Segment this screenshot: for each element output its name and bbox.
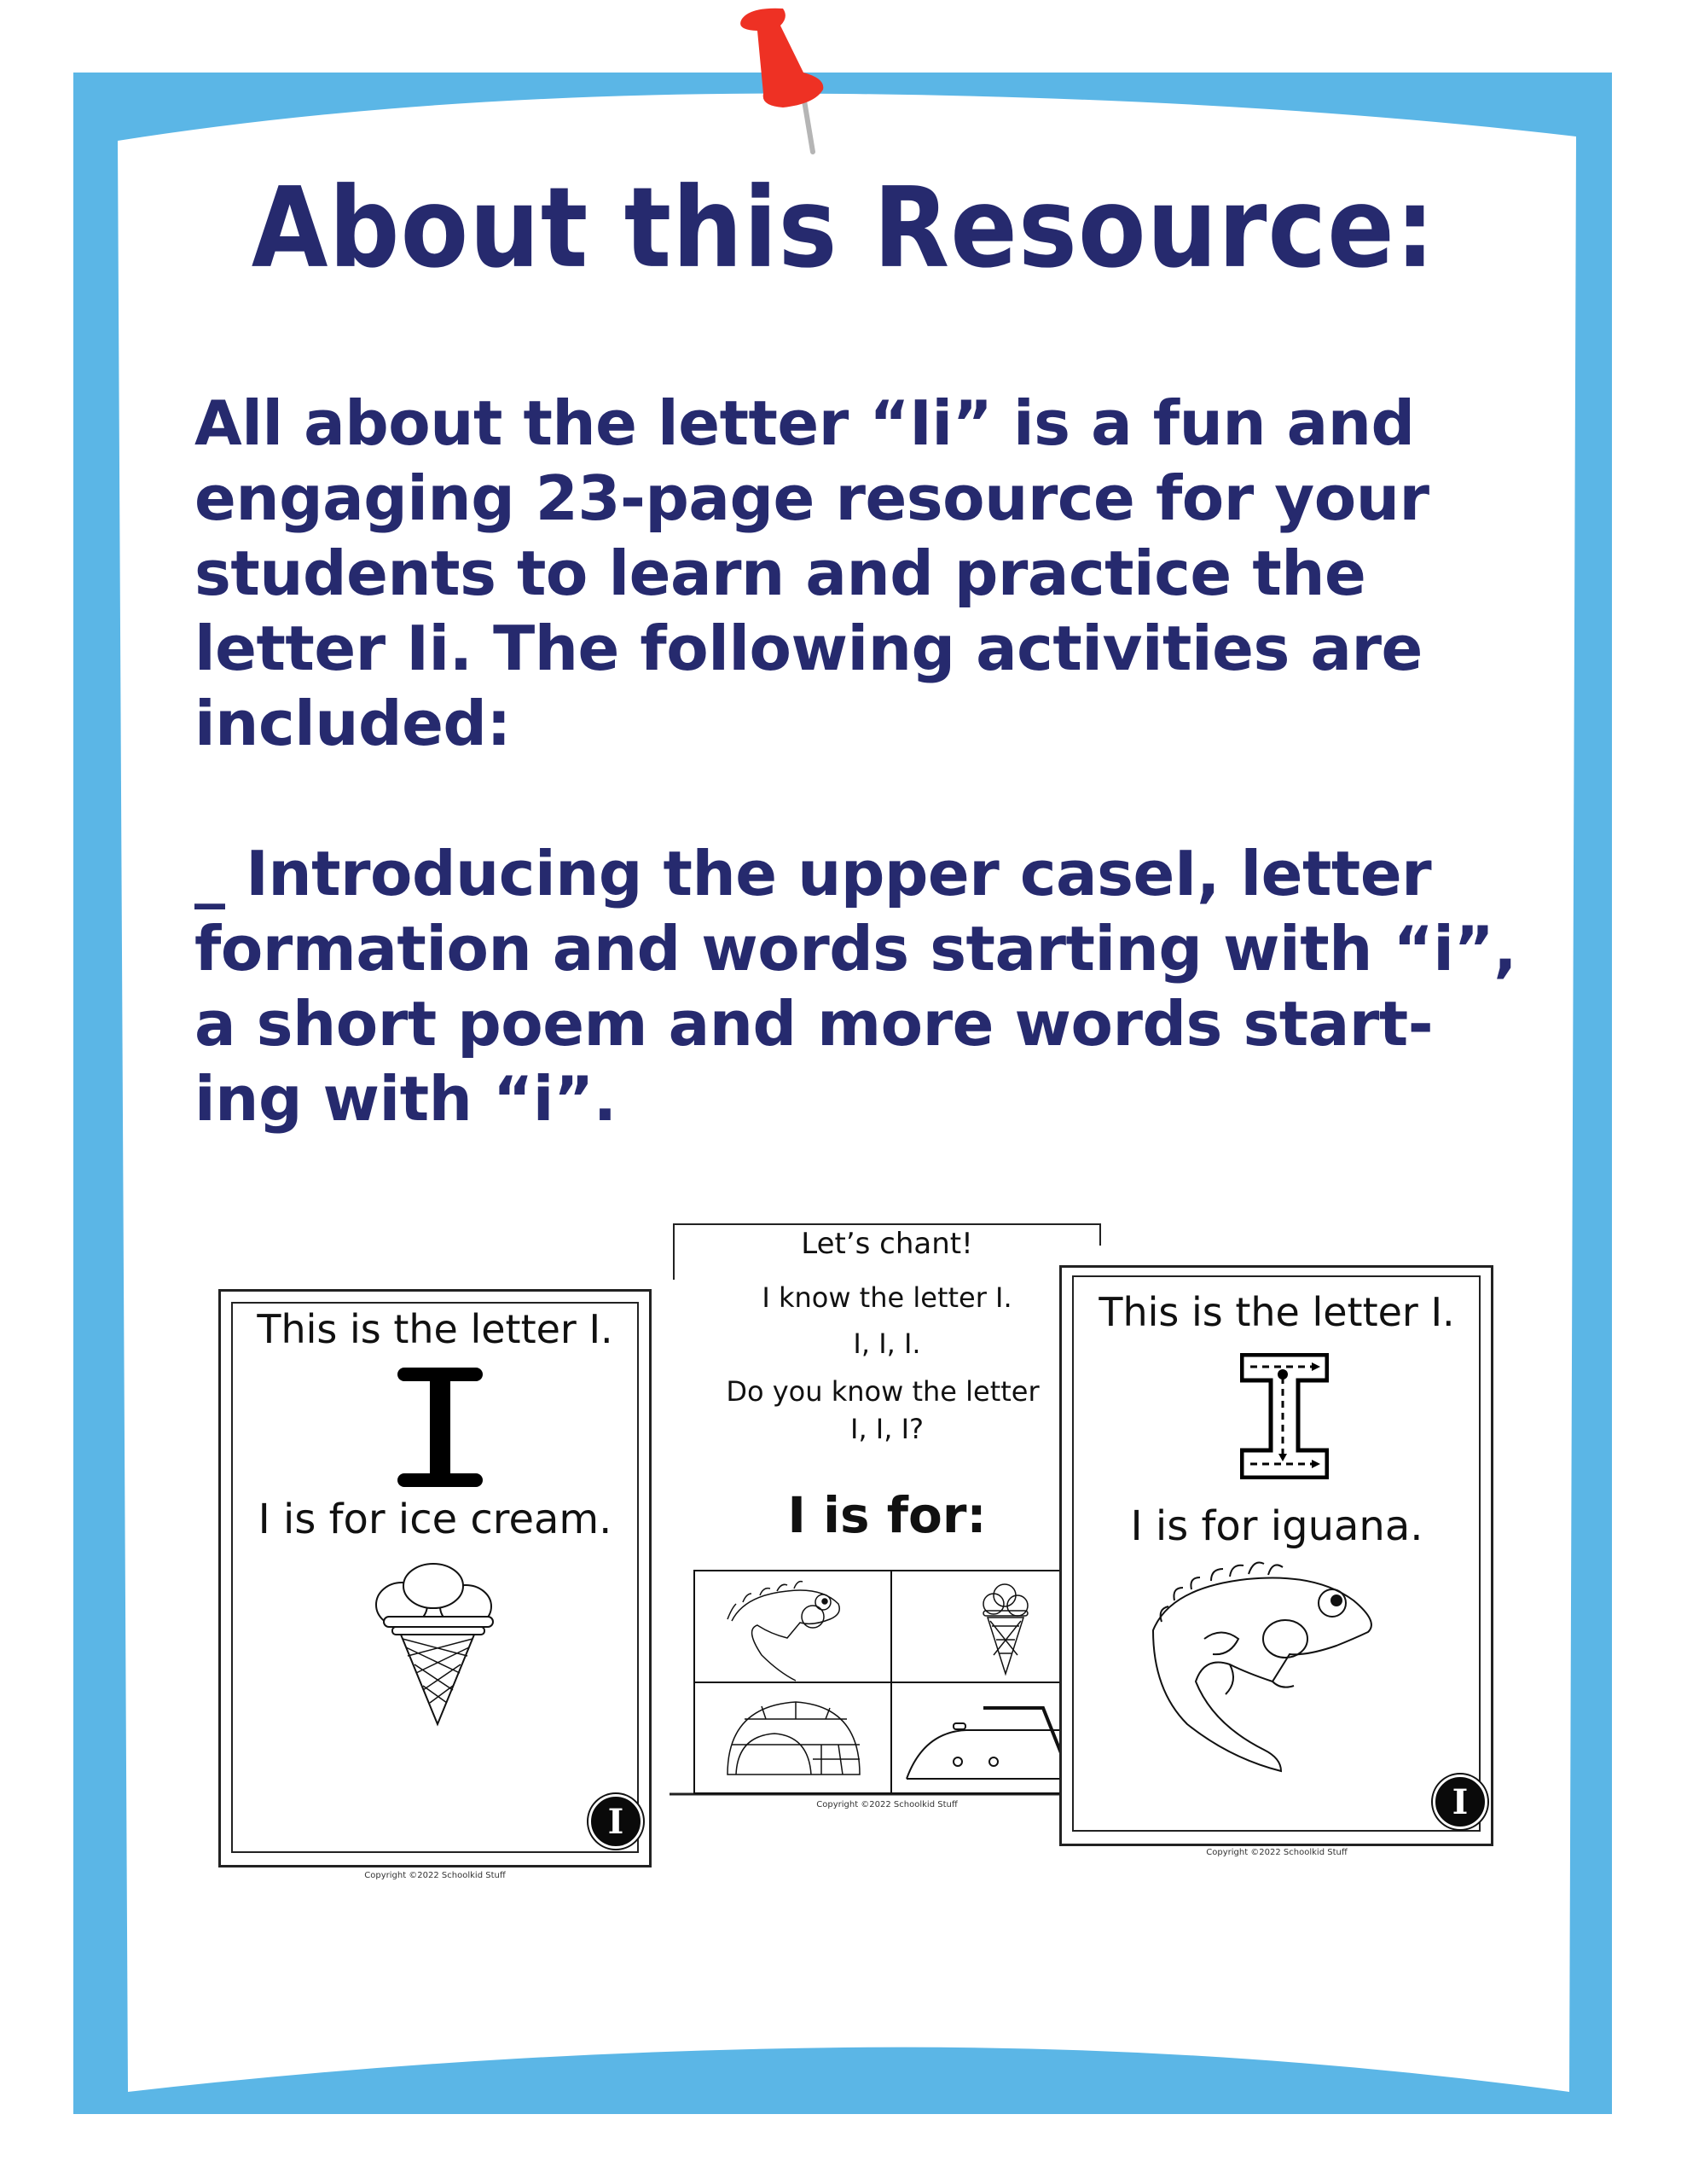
activities-line: a short poem and more words start- xyxy=(194,988,1434,1060)
letter-badge: I xyxy=(1433,1774,1487,1829)
description-line: letter Ii. The following activities are xyxy=(194,613,1423,684)
chant-subheading: I is for: xyxy=(787,1486,987,1544)
card-caption: I is for iguana. xyxy=(1130,1502,1423,1550)
copyright-text: Copyright ©2022 Schoolkid Stuff xyxy=(1206,1848,1348,1857)
description-line: All about the letter “Ii” is a fun and xyxy=(194,387,1415,459)
letter-i-solid-icon xyxy=(397,1368,483,1487)
letter-badge: I xyxy=(588,1794,643,1849)
preview-page-iguana xyxy=(1059,1265,1496,1862)
copyright-text: Copyright ©2022 Schoolkid Stuff xyxy=(364,1871,506,1880)
preview-page-chant xyxy=(665,1211,1109,1809)
card-caption: I is for ice cream. xyxy=(258,1496,612,1543)
copyright-text: Copyright ©2022 Schoolkid Stuff xyxy=(816,1800,958,1809)
ice-cream-cone-icon xyxy=(372,1562,500,1733)
chant-poem-line: Do you know the letter xyxy=(726,1375,1040,1408)
description-line: included: xyxy=(194,688,511,759)
activities-line: ing with “i”. xyxy=(194,1063,617,1135)
chant-poem-line: I, I, I? xyxy=(850,1413,924,1445)
card-heading: This is the letter I. xyxy=(1099,1289,1455,1335)
description-line: students to learn and practice the xyxy=(194,537,1366,609)
description-paragraph xyxy=(194,386,1525,761)
activities-line: _ Introducing the upper caseI, letter xyxy=(194,838,1432,909)
activities-paragraph xyxy=(194,836,1525,1136)
iguana-icon xyxy=(728,1582,839,1681)
igloo-icon xyxy=(728,1702,860,1774)
activities-line: formation and words starting with “i”, xyxy=(194,913,1517,985)
ice-cream-cone-icon xyxy=(983,1584,1028,1674)
letter-i-tracing-icon xyxy=(1240,1353,1329,1479)
chant-heading: Let’s chant! xyxy=(801,1227,973,1261)
iguana-icon xyxy=(1145,1554,1400,1775)
iron-icon xyxy=(907,1708,1075,1783)
page-title: About this Resource: xyxy=(251,164,1436,293)
description-line: engaging 23-page resource for your xyxy=(194,462,1429,534)
picture-grid xyxy=(693,1570,1075,1796)
card-heading: This is the letter I. xyxy=(257,1306,613,1352)
chant-poem-line: I know the letter I. xyxy=(762,1281,1012,1314)
chant-poem-line: I, I, I. xyxy=(853,1327,921,1360)
preview-page-ice-cream xyxy=(218,1289,652,1880)
